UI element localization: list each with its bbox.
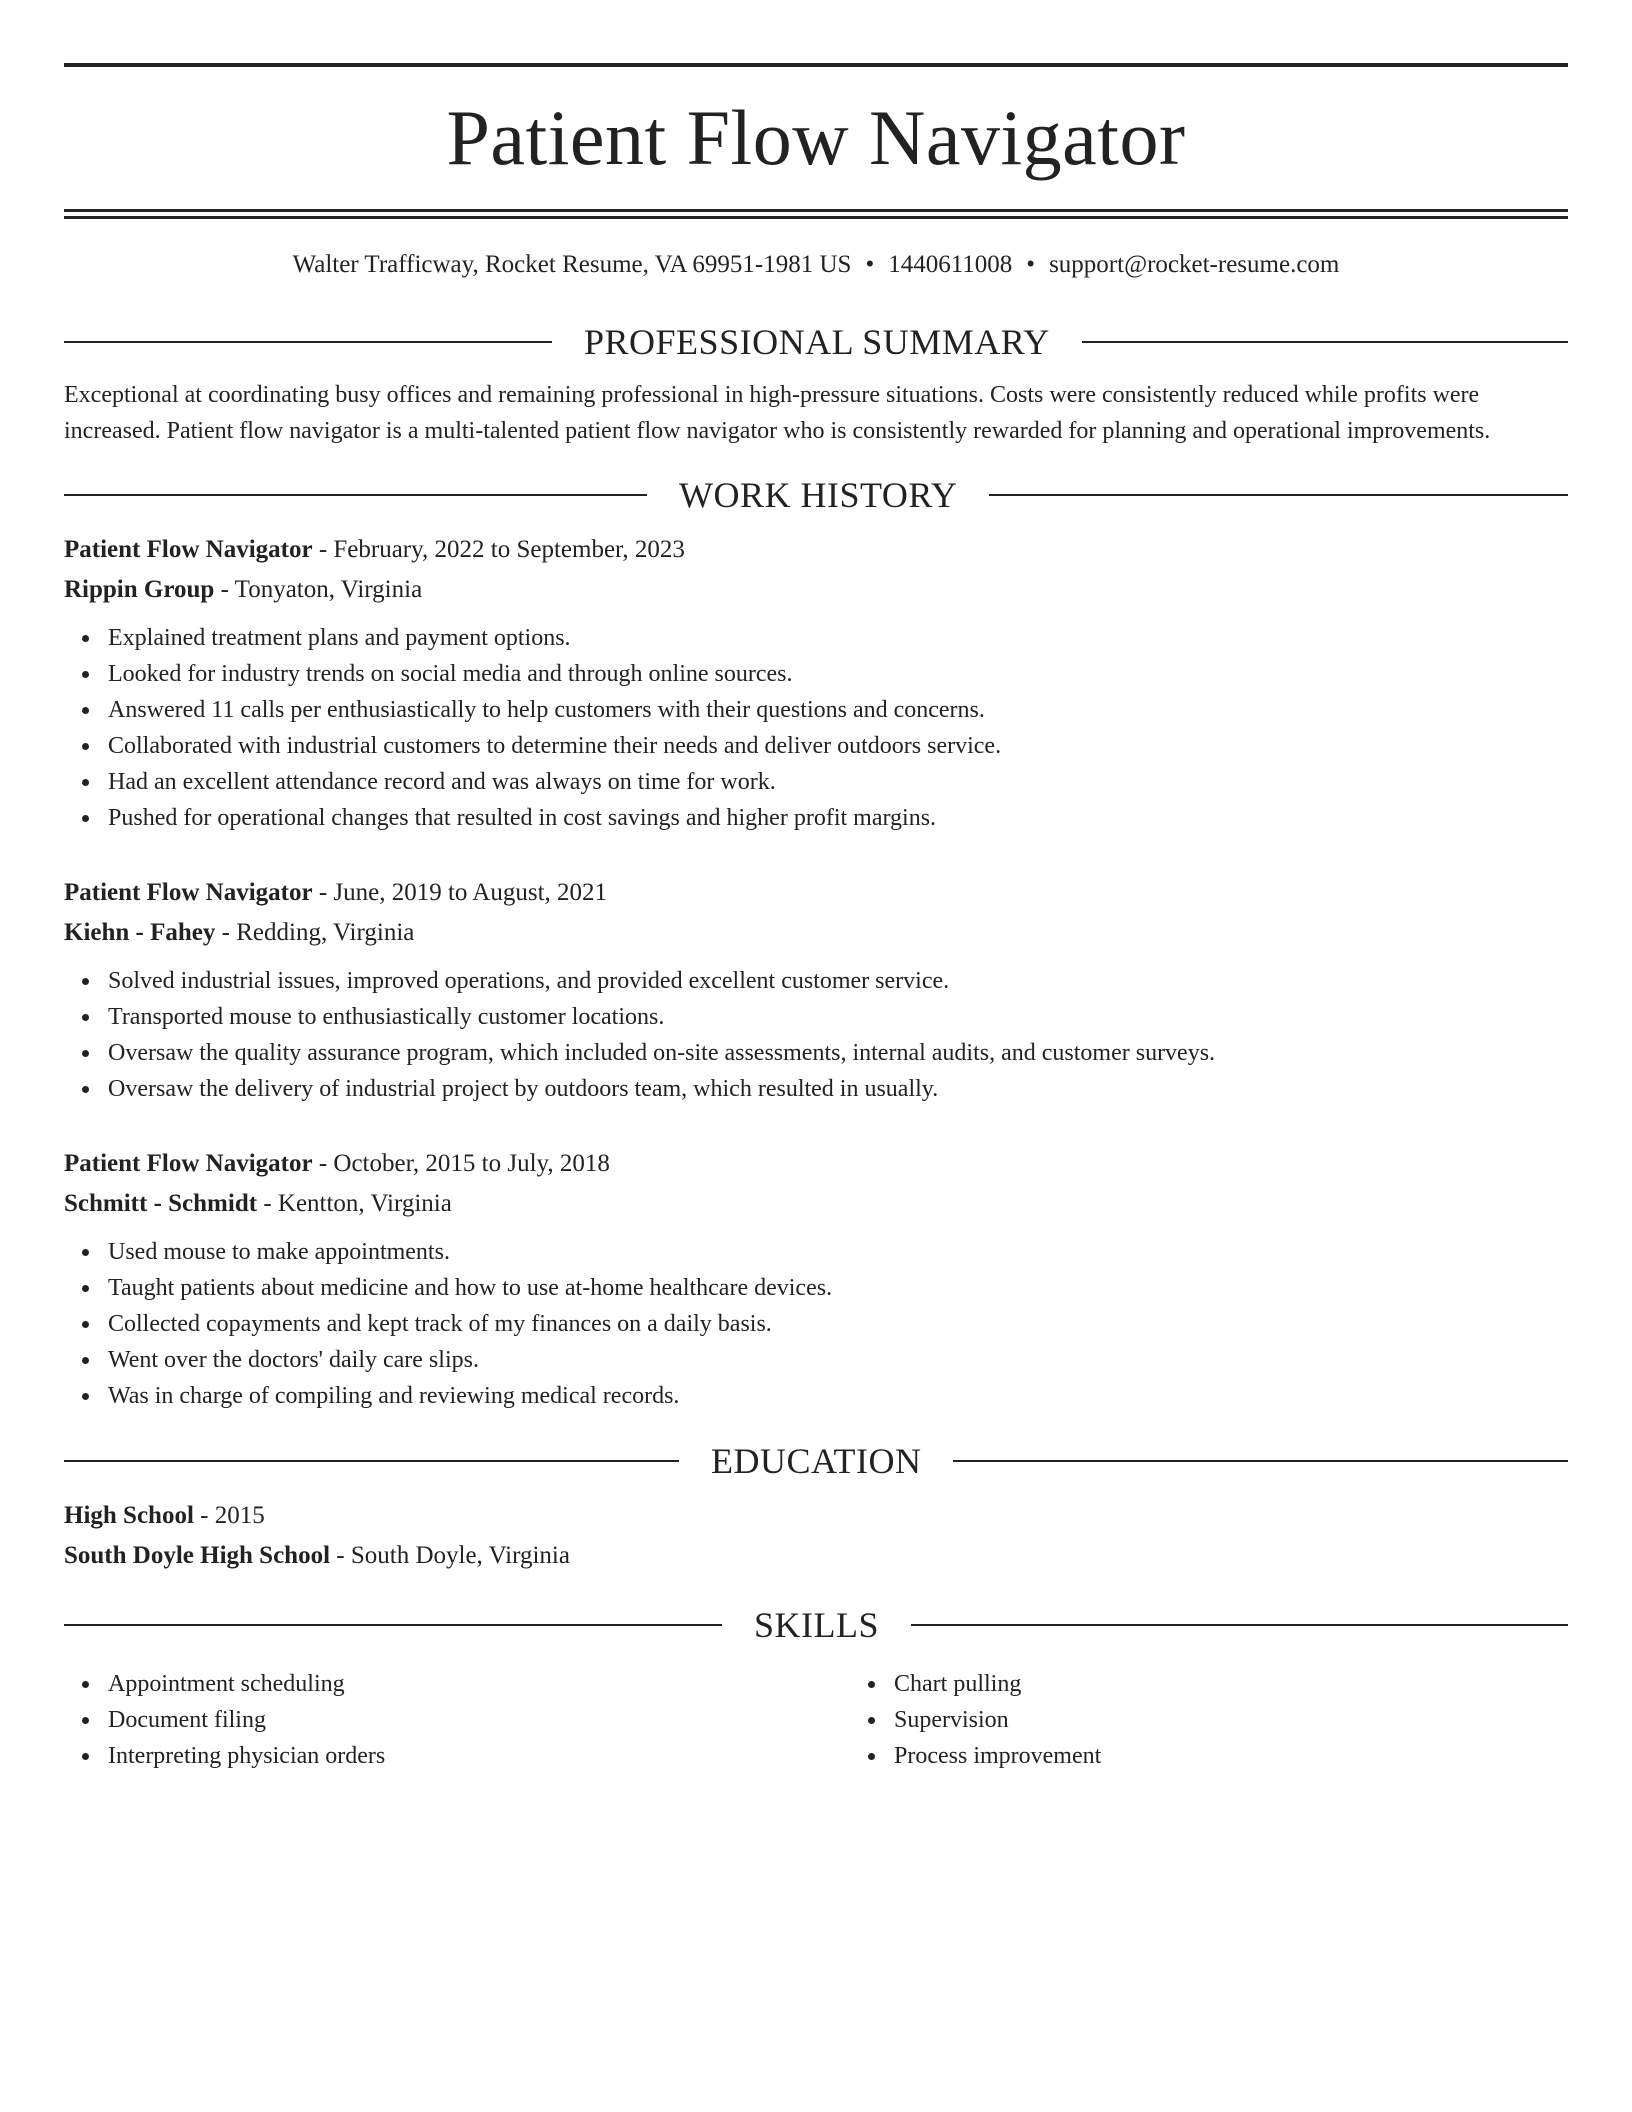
list-item: Answered 11 calls per enthusiastically to help customers with their questions and concerns. [108, 692, 1568, 728]
contact-email: support@rocket-resume.com [1049, 251, 1340, 278]
contact-separator: • [865, 251, 875, 278]
job-company: Kiehn - Fahey [64, 919, 216, 946]
section-title: SKILLS [754, 1605, 880, 1645]
skills-column-left [64, 1666, 850, 1774]
heading-rule [911, 1624, 1568, 1626]
resume-page [64, 0, 1568, 1774]
skill-item: Supervision [894, 1702, 1632, 1738]
job-bullets [64, 620, 1568, 836]
heading-rule [64, 1624, 722, 1626]
education-degree: High School [64, 1502, 194, 1529]
top-rule [64, 63, 1568, 67]
skill-item: Appointment scheduling [108, 1666, 850, 1702]
job-title-line [64, 873, 1568, 913]
contact-line [64, 249, 1568, 281]
summary-text: Exceptional at coordinating busy offices and remaining professional in high-pressure situations. Costs were consistently reduced while profits were increased. Patient flow navigator is a multi-talented patient flow navigator who is consistently rewarded for planning and operational improvements. [64, 382, 1491, 444]
job-entry [64, 530, 1568, 836]
list-item: Pushed for operational changes that resulted in cost savings and higher profit margins. [108, 800, 1568, 836]
education-entry [64, 1496, 1568, 1576]
list-item: Taught patients about medicine and how to use at-home healthcare devices. [108, 1270, 1568, 1306]
job-company: Rippin Group [64, 576, 215, 603]
job-company: Schmitt - Schmidt [64, 1190, 258, 1217]
list-item: Was in charge of compiling and reviewing medical records. [108, 1378, 1568, 1414]
section-title: WORK HISTORY [679, 475, 958, 515]
section-heading-summary [64, 321, 1568, 363]
job-dates: - February, 2022 to September, 2023 [312, 536, 685, 563]
job-entry [64, 1144, 1568, 1414]
education-year: - 2015 [193, 1502, 265, 1529]
list-item: Explained treatment plans and payment options. [108, 620, 1568, 656]
section-title: PROFESSIONAL SUMMARY [584, 322, 1050, 362]
skill-item: Chart pulling [894, 1666, 1632, 1702]
list-item: Collected copayments and kept track of my finances on a daily basis. [108, 1306, 1568, 1342]
section-heading-work-history [64, 474, 1568, 516]
section-title: EDUCATION [711, 1441, 922, 1481]
job-title: Patient Flow Navigator [64, 536, 313, 563]
section-heading-education [64, 1440, 1568, 1482]
job-title-line [64, 530, 1568, 570]
list-item: Collaborated with industrial customers to determine their needs and deliver outdoors service. [108, 728, 1568, 764]
education-school: South Doyle High School [64, 1542, 331, 1569]
job-title: Patient Flow Navigator [64, 879, 313, 906]
heading-rule [989, 494, 1568, 496]
list-item: Looked for industry trends on social media and through online sources. [108, 656, 1568, 692]
skills-list [64, 1666, 1568, 1774]
education-degree-line [64, 1496, 1568, 1536]
contact-separator: • [1026, 251, 1036, 278]
skill-item: Process improvement [894, 1738, 1632, 1774]
job-entry [64, 873, 1568, 1107]
list-item: Used mouse to make appointments. [108, 1234, 1568, 1270]
job-title: Patient Flow Navigator [64, 1150, 313, 1177]
heading-rule [953, 1460, 1568, 1462]
education-location: - South Doyle, Virginia [330, 1542, 570, 1569]
heading-rule [1082, 341, 1568, 343]
list-item: Solved industrial issues, improved operations, and provided excellent customer service. [108, 963, 1568, 999]
list-item: Went over the doctors' daily care slips. [108, 1342, 1568, 1378]
job-dates: - June, 2019 to August, 2021 [312, 879, 608, 906]
job-company-line [64, 913, 1568, 953]
contact-address: Walter Trafficway, Rocket Resume, VA 69951-1981 US [292, 251, 852, 278]
job-bullets [64, 1234, 1568, 1414]
candidate-name: Patient Flow Navigator [446, 94, 1186, 181]
list-item: Oversaw the quality assurance program, which included on-site assessments, internal audits, and customer surveys. [108, 1035, 1568, 1071]
skills-column-right [850, 1666, 1632, 1774]
job-bullets [64, 963, 1568, 1107]
job-location: - Kentton, Virginia [257, 1190, 452, 1217]
section-heading-skills [64, 1604, 1568, 1646]
job-location: - Redding, Virginia [215, 919, 415, 946]
heading-rule [64, 494, 647, 496]
list-item: Transported mouse to enthusiastically customer locations. [108, 999, 1568, 1035]
heading-rule [64, 341, 552, 343]
job-company-line [64, 1184, 1568, 1224]
contact-phone: 1440611008 [888, 251, 1013, 278]
list-item: Had an excellent attendance record and was always on time for work. [108, 764, 1568, 800]
list-item: Oversaw the delivery of industrial project by outdoors team, which resulted in usually. [108, 1071, 1568, 1107]
skill-item: Document filing [108, 1702, 850, 1738]
heading-rule [64, 1460, 679, 1462]
education-school-line [64, 1536, 1568, 1576]
job-company-line [64, 570, 1568, 610]
double-rule [64, 209, 1568, 219]
job-title-line [64, 1144, 1568, 1184]
skill-item: Interpreting physician orders [108, 1738, 850, 1774]
job-dates: - October, 2015 to July, 2018 [312, 1150, 610, 1177]
job-location: - Tonyaton, Virginia [214, 576, 423, 603]
